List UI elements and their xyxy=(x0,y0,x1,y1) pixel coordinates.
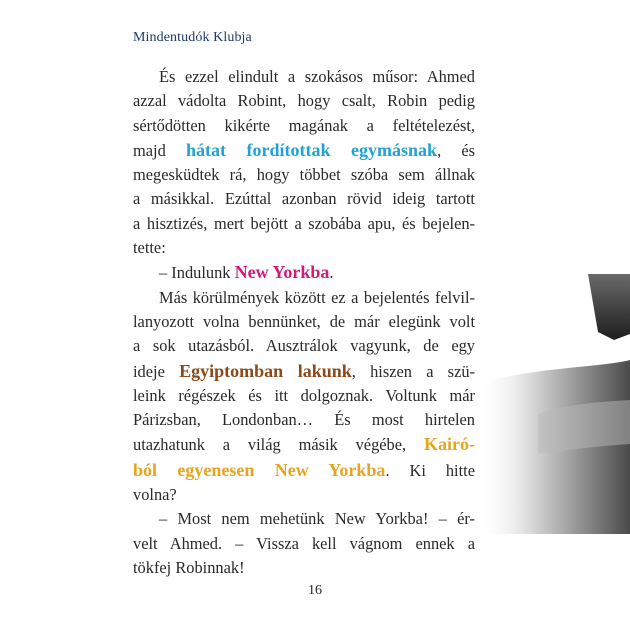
text-segment: ideje xyxy=(133,361,180,381)
text-segment: lanyozott volna bennünket, de már elegünk volt xyxy=(133,311,475,331)
text-line xyxy=(133,556,475,580)
text-segment: – Indulunk xyxy=(159,263,235,283)
text-segment: azzal vádolta Robint, hogy csalt, Robin pedig xyxy=(133,91,475,111)
text-line xyxy=(133,236,475,260)
text-line xyxy=(133,286,475,310)
text-line xyxy=(133,507,475,531)
text-line xyxy=(133,65,475,89)
highlighted-phrase: Kairó- xyxy=(424,434,475,455)
highlighted-phrase: Egyiptomban lakunk xyxy=(179,360,352,381)
text-segment: utazhatunk a világ másik végébe, xyxy=(133,435,424,455)
text-line xyxy=(133,334,475,358)
text-segment: És ezzel elindult a szokásos műsor: Ahmed xyxy=(159,67,475,86)
text-line xyxy=(133,163,475,187)
text-segment: . xyxy=(329,263,334,283)
text-line xyxy=(133,187,475,211)
text-segment: tette: xyxy=(133,238,166,258)
text-segment: a másikkal. Ezúttal azonban rövid ideig tartott xyxy=(133,189,475,209)
text-line xyxy=(133,432,475,457)
text-segment: leink régészek és itt dolgoznak. Voltunk már xyxy=(133,385,475,405)
highlighted-phrase: ból egyenesen New Yorkba xyxy=(133,459,386,480)
text-line xyxy=(133,458,475,483)
text-segment: volna? xyxy=(133,485,177,505)
text-line xyxy=(133,532,475,556)
grey-figure-illustration xyxy=(478,274,630,534)
running-header: Mindentudók Klubja xyxy=(133,30,252,45)
text-line xyxy=(133,138,475,163)
text-line xyxy=(133,408,475,432)
highlighted-phrase: New Yorkba xyxy=(234,262,330,283)
text-segment: a hisztizés, mert bejött a szobába apu, és bejelen- xyxy=(133,213,475,233)
text-segment: velt Ahmed. – Vissza kell vágnom ennek a xyxy=(133,533,475,553)
text-line xyxy=(133,359,475,384)
text-line xyxy=(133,384,475,408)
text-segment: Más körülmények között ez a bejelentés felvil- xyxy=(159,287,475,307)
body-text xyxy=(133,65,475,580)
text-segment: , és xyxy=(437,140,475,160)
text-line xyxy=(133,114,475,138)
text-line xyxy=(133,310,475,334)
text-segment: – Most nem mehetünk New Yorkba! – ér- xyxy=(159,509,475,529)
text-line xyxy=(133,89,475,113)
text-segment: Párizsban, Londonban… És most hirtelen xyxy=(133,410,475,430)
grey-figure-icon xyxy=(478,274,630,534)
text-segment: . Ki hitte xyxy=(385,460,475,480)
text-segment: tökfej Robinnak! xyxy=(133,557,245,577)
text-line xyxy=(133,483,475,507)
text-line xyxy=(133,260,475,285)
text-segment: , hiszen a szü- xyxy=(351,361,475,381)
text-segment: a sok utazásból. Ausztrálok vagyunk, de egy xyxy=(133,336,475,356)
text-line xyxy=(133,212,475,236)
highlighted-phrase: hátat fordítottak egymásnak xyxy=(185,139,438,160)
text-segment: megesküdtek rá, hogy többet szóba sem állnak xyxy=(133,165,475,185)
text-segment: majd xyxy=(133,140,186,160)
page-number: 16 xyxy=(308,583,322,598)
text-segment: sértődötten kikérte magának a feltételezést, xyxy=(133,115,475,135)
